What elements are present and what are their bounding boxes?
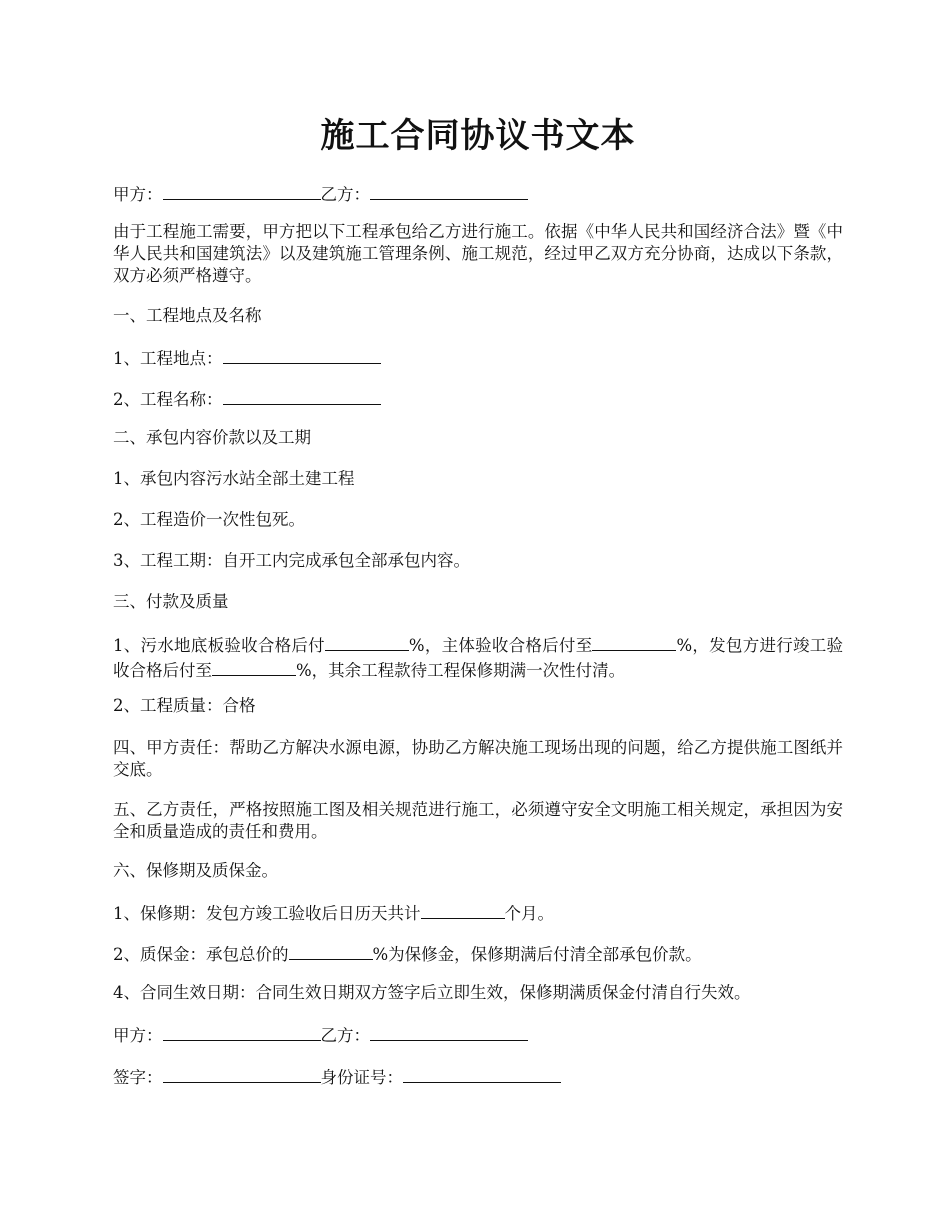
- party-a-blank[interactable]: [163, 181, 321, 200]
- effective-date-item: 4、合同生效日期：合同生效日期双方签字后立即生效，保修期满质保金付清自行失效。: [113, 983, 751, 1002]
- id-number-blank[interactable]: [403, 1064, 561, 1083]
- retention-line: [113, 941, 843, 966]
- warranty-text-2: 个月。: [504, 904, 554, 923]
- intro-paragraph: 由于工程施工需要，甲方把以下工程承包给乙方进行施工。依据《中华人民共和国经济合法》暨《中华人民共和国建筑法》以及建筑施工管理条例、施工规范，经过甲乙双方充分协商，达成以下条款，双方必须严格遵守。: [113, 222, 843, 285]
- payment-text-3: %，发包方进行竣工验收合格后付至: [113, 636, 843, 680]
- contract-price-item: 2、工程造价一次性包死。: [113, 510, 305, 529]
- payment-terms-paragraph: [113, 632, 843, 682]
- project-name-line: [113, 386, 843, 411]
- payment-text-4: %，其余工程款待工程保修期满一次性付清。: [296, 661, 626, 680]
- contract-duration-item: 3、工程工期：自开工内完成承包全部承包内容。: [113, 551, 470, 570]
- retention-text-2: %为保修金，保修期满后付清全部承包价款。: [372, 945, 702, 964]
- payment-blank-2[interactable]: [592, 632, 676, 651]
- warranty-months-blank[interactable]: [421, 900, 505, 919]
- party-a-responsibility: 四、甲方责任：帮助乙方解决水源电源，协助乙方解决施工现场出现的问题，给乙方提供施工图纸并交底。: [113, 738, 843, 779]
- party-b-label: 乙方：: [320, 185, 370, 204]
- retention-percent-blank[interactable]: [289, 941, 373, 960]
- payment-blank-1[interactable]: [325, 632, 409, 651]
- signature-line: [113, 1064, 843, 1089]
- payment-text-2: %，主体验收合格后付至: [408, 636, 593, 655]
- signature-label: 签字：: [113, 1068, 163, 1087]
- warranty-period-line: [113, 900, 843, 925]
- signature-blank[interactable]: [163, 1064, 321, 1083]
- payment-blank-3[interactable]: [212, 657, 296, 676]
- party-a-label-bottom: 甲方：: [113, 1026, 163, 1045]
- parties-top-line: [113, 181, 843, 206]
- party-b-label-bottom: 乙方：: [320, 1026, 370, 1045]
- retention-text-1: 2、质保金：承包总价的: [113, 945, 289, 964]
- project-name-label: 2、工程名称：: [113, 390, 223, 409]
- party-b-responsibility: 五、乙方责任，严格按照施工图及相关规范进行施工，必须遵守安全文明施工相关规定，承担因为安全和质量造成的责任和费用。: [113, 800, 843, 841]
- quality-item: 2、工程质量：合格: [113, 696, 256, 715]
- payment-text-1: 1、污水地底板验收合格后付: [113, 636, 325, 655]
- project-location-line: [113, 345, 843, 370]
- contract-scope-item: 1、承包内容污水站全部土建工程: [113, 469, 355, 488]
- document-title: 施工合同协议书文本: [320, 116, 636, 156]
- party-b-blank-bottom[interactable]: [370, 1022, 528, 1041]
- section6-heading: 六、保修期及质保金。: [113, 861, 278, 880]
- warranty-text-1: 1、保修期：发包方竣工验收后日历天共计: [113, 904, 421, 923]
- project-name-blank[interactable]: [223, 386, 381, 405]
- party-a-label: 甲方：: [113, 185, 163, 204]
- section1-heading: 一、工程地点及名称: [113, 306, 262, 325]
- project-location-blank[interactable]: [223, 345, 381, 364]
- project-location-label: 1、工程地点：: [113, 349, 223, 368]
- party-b-blank[interactable]: [370, 181, 528, 200]
- section3-heading: 三、付款及质量: [113, 592, 229, 611]
- id-number-label: 身份证号：: [320, 1068, 403, 1087]
- section2-heading: 二、承包内容价款以及工期: [113, 428, 311, 447]
- party-a-blank-bottom[interactable]: [163, 1022, 321, 1041]
- parties-bottom-line: [113, 1022, 843, 1047]
